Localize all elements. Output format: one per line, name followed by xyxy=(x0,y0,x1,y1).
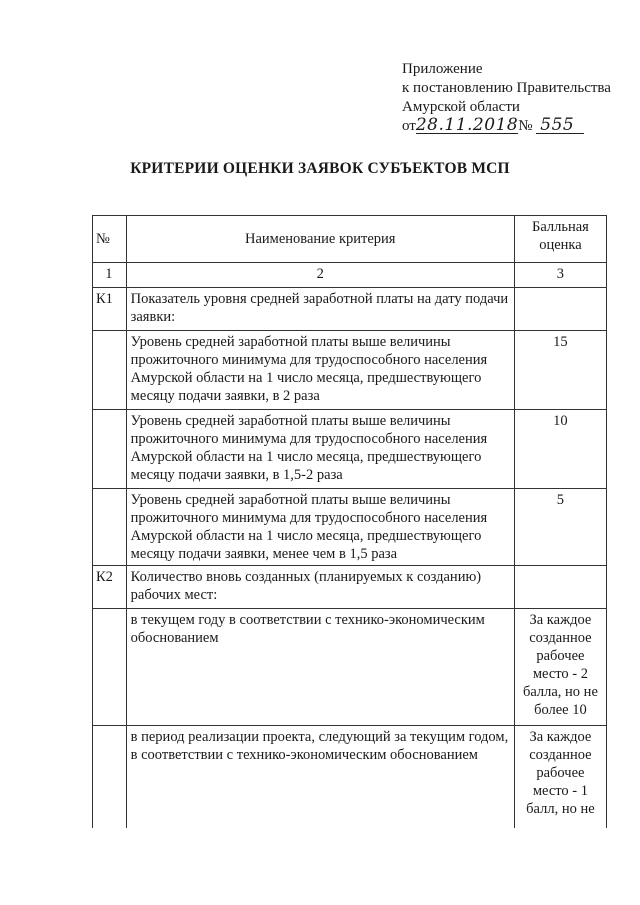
handwritten-number: 555 xyxy=(536,117,584,134)
document-title: КРИТЕРИИ ОЦЕНКИ ЗАЯВОК СУБЪЕКТОВ МСП xyxy=(130,160,510,177)
row-score: 10 xyxy=(514,410,606,489)
table-row xyxy=(93,566,607,609)
appendix-decree-line: к постановлению Правительства xyxy=(402,80,611,96)
table-index-row xyxy=(93,263,607,288)
row-name: в период реализации проекта, следующий за текущим годом, в соответствии с технико-экономическим обоснованием xyxy=(126,726,514,829)
row-num xyxy=(93,410,127,489)
row-num: К1 xyxy=(93,288,127,331)
appendix-date-line xyxy=(402,117,611,136)
header-name: Наименование критерия xyxy=(126,216,514,263)
date-prefix: от xyxy=(402,118,416,134)
table-row xyxy=(93,726,607,829)
row-num: К2 xyxy=(93,566,127,609)
row-name: Уровень средней заработной платы выше величины прожиточного минимума для трудоспособного населения Амурской области на 1 число месяца, предшествующего месяцу подачи заявки, в 2 раза xyxy=(126,331,514,410)
row-score xyxy=(514,288,606,331)
row-num xyxy=(93,609,127,726)
appendix-region-line: Амурской области xyxy=(402,99,520,115)
row-num xyxy=(93,726,127,829)
table-header-row xyxy=(93,216,607,263)
row-name: Уровень средней заработной платы выше величины прожиточного минимума для трудоспособного населения Амурской области на 1 число месяца, предшествующего месяцу подачи заявки, менее чем в 1,5 раза xyxy=(126,489,514,566)
index-name: 2 xyxy=(126,263,514,288)
index-score: 3 xyxy=(514,263,606,288)
header-num: № xyxy=(93,216,127,263)
row-name: Количество вновь созданных (планируемых к созданию) рабочих мест: xyxy=(126,566,514,609)
table-row xyxy=(93,288,607,331)
appendix-block xyxy=(402,60,611,136)
row-score: За каждое созданное рабочее место - 2 балла, но не более 10 xyxy=(514,609,606,726)
row-score: 15 xyxy=(514,331,606,410)
index-num: 1 xyxy=(93,263,127,288)
handwritten-date: 28.11.2018 xyxy=(415,115,519,135)
row-score: 5 xyxy=(514,489,606,566)
table-row xyxy=(93,609,607,726)
number-prefix: № xyxy=(518,118,533,134)
criteria-table xyxy=(92,215,607,828)
table-row xyxy=(93,489,607,566)
table-row xyxy=(93,410,607,489)
row-num xyxy=(93,331,127,410)
row-name: Уровень средней заработной платы выше величины прожиточного минимума для трудоспособного населения Амурской области на 1 число месяца, предшествующего месяцу подачи заявки, в 1,5-2 раза xyxy=(126,410,514,489)
table-row xyxy=(93,331,607,410)
row-score xyxy=(514,566,606,609)
row-name: в текущем году в соответствии с технико-экономическим обоснованием xyxy=(126,609,514,726)
row-num xyxy=(93,489,127,566)
appendix-title: Приложение xyxy=(402,61,483,77)
row-name: Показатель уровня средней заработной платы на дату подачи заявки: xyxy=(126,288,514,331)
row-score: За каждое созданное рабочее место - 1 балл, но не xyxy=(514,726,606,829)
header-score: Балльная оценка xyxy=(514,216,606,263)
